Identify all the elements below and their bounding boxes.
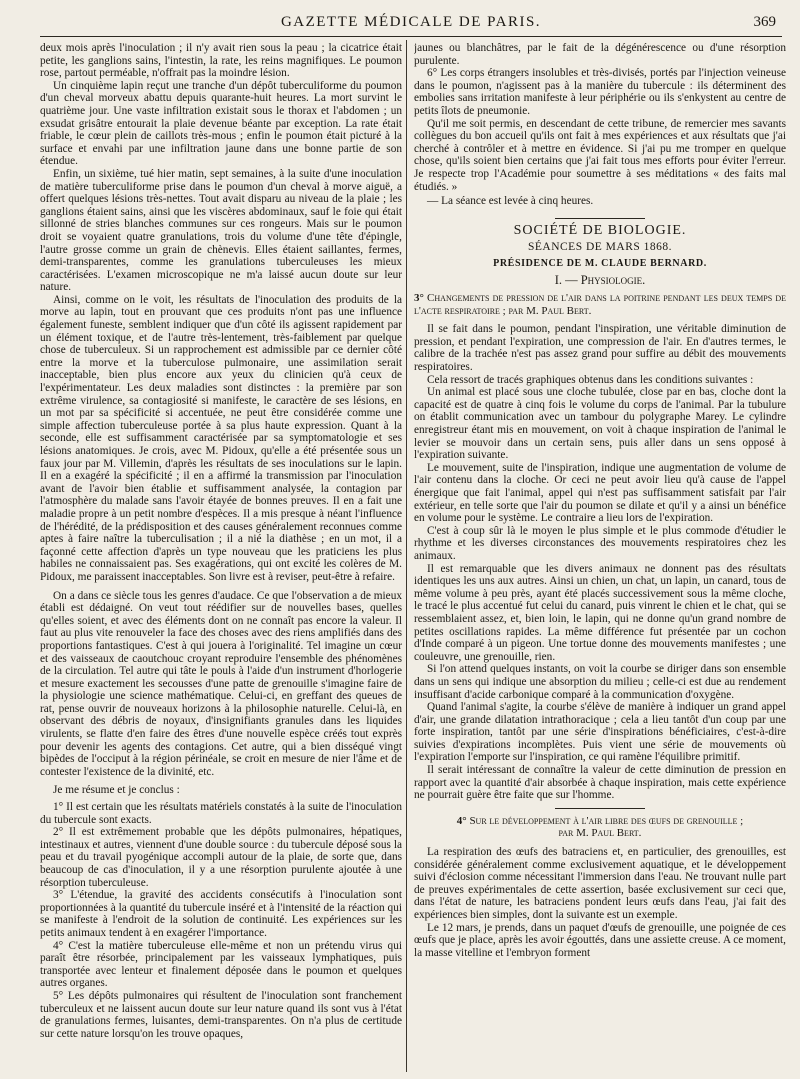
- page-number: 369: [753, 14, 776, 30]
- article-number: 4°: [456, 814, 467, 827]
- article-author: par M. Paul Bert.: [558, 827, 642, 840]
- article-number: 3°: [414, 292, 424, 305]
- article-title: [414, 815, 786, 840]
- article-title-text: Changements de pression de l'air dans la poitrine pendant les deux temps de l'acte respiratoire ;: [414, 292, 786, 317]
- article-author: par M. Paul Bert.: [508, 304, 592, 317]
- paragraph: Un animal est placé sous une cloche tubulée, close par en bas, cloche dont la capacité est de quatre à cinq fois le volume du corps de l'animal. Par la tubulure on établit communication avec un tambour du polygraphe Marey. Le cylindre enregistreur étant mis en mouvement, on voit à chaque inspiration de l'animal le levier se mouvoir dans un certain sens, puis aller dans un sens opposé à l'expiration suivante.: [414, 386, 786, 462]
- paragraph: Il serait intéressant de connaître la valeur de cette diminution de pression en rapport avec la quantité d'air absorbée à chaque inspiration, mais cette expérience ne pourrait guère être faite que sur l'homme.: [414, 764, 786, 802]
- right-column: [414, 42, 786, 1072]
- paragraph: — La séance est levée à cinq heures.: [427, 195, 594, 208]
- paragraph: Le mouvement, suite de l'inspiration, indique une augmentation de volume de l'air contenu dans la cloche. Or ceci ne peut avoir lieu qu'à cause de l'appel énergique que fait l'animal, appel qui n'est pas suffisamment satisfait par l'air extérieur, en telle sorte que l'air du poumon se dilate et qu'il y a ainsi un bénéfice en volume pour le système. Le contraire a lieu lors de l'expiration.: [414, 461, 786, 525]
- paragraph: 3° L'étendue, la gravité des accidents consécutifs à l'inoculation sont proportionnées à la quantité du tubercule inséré et à l'intensité de la réaction qui se manifeste à l'endroit de la solution de continuité. Les expériences sur les petits animaux tendent à en exagérer l'importance.: [40, 889, 402, 939]
- paragraph: Je me résume et je conclus :: [53, 784, 180, 797]
- paragraph: 6° Les corps étrangers insolubles et très-divisés, portés par l'injection veineuse dans le poumon, n'agissent pas à la manière du tubercule : ils déterminent des embolies sans irritation manifeste à leur périphérie ou ils s'enkystent au centre de petits îlots de pneumonie.: [414, 67, 786, 117]
- article-title-text: Sur le développement à l'air libre des œufs de grenouille ;: [469, 814, 744, 827]
- left-column: [40, 42, 402, 1072]
- article-separator: [555, 808, 645, 809]
- paragraph: C'est à coup sûr là le moyen le plus simple et le plus commode d'étudier le rhythme et les diverses circonstances des mouvements respiratoires chez les animaux.: [414, 524, 786, 562]
- paragraph: Quand l'animal s'agite, la courbe s'élève de manière à indiquer un grand appel d'air, une grande dilatation intrathoracique ; cela a lieu tantôt d'un coup par une forte inspiration, tantôt par une série d'inspirations bénéficiaires, c'est-à-dire suivies d'expirations incomplètes. Puis vient une série de mouvements où l'expiration l'emporte sur l'inspiration, ce qui ramène l'équilibre primitif.: [414, 701, 786, 764]
- section-heading: I. — Physiologie.: [554, 272, 646, 287]
- paragraph: deux mois après l'inoculation ; il n'y avait rien sous la peau ; la cicatrice était petite, les ganglions sains, l'intestin, la rate, les reins magnifiques. Le poumon rose, partout perméable, n'offrait pas la moindre lésion.: [40, 42, 402, 80]
- paragraph: 1° Il est certain que les résultats matériels constatés à la suite de l'inoculation du tubercule sont exacts.: [40, 801, 402, 826]
- paragraph: Ainsi, comme on le voit, les résultats de l'inoculation des produits de la morve au lapin, tout en prouvant que ces produits n'ont pas une influence également funeste, semblent indiquer que d'un côté ils agissent rapidement par un élément toxique, et de l'autre très-lentement, très-faiblement par quelque chose de tuberculeux. Si un rapprochement est admissible par ce dernier côté entre la morve et la tuberculose pulmonaire, une assimilation serait inacceptable, bien plus encore aux yeux du clinicien qu'à ceux de l'expérimentateur. Les deux maladies sont distinctes : la première par son extrême virulence, sa contagiosité si manifeste, le caractère de ses lésions, en un mot par sa spécificité si accentuée, ne peut être considérée comme une simple affection tuberculeuse portée à sa plus haute expression. Quant à la seconde, elle est suffisamment caractérisée par sa symptomatologie et ses lésions anatomiques. Je crois, avec M. Pidoux, qu'elle a été présentée sous un faux jour par M. Villemin, d'après les résultats de ses inoculations sur le lapin. Il en a exagéré la spécificité ; il en a affirmé la transmission par l'inoculation avant de l'avoir bien établie et suffisamment analysée, la contagion par l'atmosphère du malade sans l'avoir étayée de bonnes preuves. Il en a fait une maladie propre à un petit nombre d'espèces. Il a mis presque à néant l'influence de l'hérédité, de la prédisposition et des causes généralement reconnues comme aptes à faire naître la tuberculisation ; il a nié la diathèse ; en un mot, il a façonné cette affection d'après un type nouveau que les praticiens les plus habiles ne connaissaient pas. Ses exagérations, qui ont excité les colères de M. Pidoux, me paraissent inacceptables. Son livre est à reviser, peut-être à refaire.: [40, 293, 402, 583]
- section-separator: [555, 218, 645, 219]
- paragraph: La respiration des œufs des batraciens et, en particulier, des grenouilles, est considérée généralement comme exclusivement aquatique, et le développement suivi d'éclosion comme nécessitant l'immersion dans l'eau. Ne trouvant nulle part de preuves expérimentales de cette assertion, basée exclusivement sur ceci que, dans l'état de nature, les batraciens pondent leurs œufs dans l'eau, j'ai fait des expériences bien simples, dont la suivante est un exemple.: [414, 846, 786, 921]
- column-divider: [406, 40, 407, 1072]
- society-heading: SOCIÉTÉ DE BIOLOGIE.: [513, 222, 687, 238]
- presidency-line: PRÉSIDENCE DE M. CLAUDE BERNARD.: [493, 257, 707, 269]
- paragraph: 4° C'est la matière tuberculeuse elle-même et non un prétendu virus qui paraît être résorbée, principalement par les vaisseaux lymphatiques, puis transportée avec lenteur et finalement déposée dans le poumon et quelques autres organes.: [40, 939, 402, 990]
- paragraph: Qu'il me soit permis, en descendant de cette tribune, de remercier mes savants collègues du bon accueil qu'ils ont fait à mes expériences et aux résultats que j'ai cherché à contrôler et à mettre en évidence. Si j'ai pu me tromper en quelque chose, qu'ils soient bien certains que j'ai fait tous mes efforts pour éviter l'erreur. Je respecte trop l'Académie pour soumettre à ses méditations « des faits mal étudiés. »: [414, 117, 786, 193]
- page-header: [40, 10, 782, 37]
- article-title: [414, 292, 786, 317]
- paragraph: 5° Les dépôts pulmonaires qui résultent de l'inoculation sont franchement tuberculeux et ne laissent aucun doute sur leur nature quand ils sont vus à l'état de granulations fermes, luisantes, demi-transparentes. On n'a plus de certitude sur cette nature lorsqu'on les trouve opaques,: [40, 989, 402, 1040]
- paragraph: jaunes ou blanchâtres, par le fait de la dégénérescence ou d'une résorption purulente.: [414, 42, 786, 67]
- paragraph: Si l'on attend quelques instants, on voit la courbe se diriger dans son ensemble dans un sens qui indique une absorption du milieu ; celle-ci est due au rendement insuffisant d'acide carbonique comparé à la communication d'oxygène.: [414, 663, 786, 701]
- paragraph: Il est remarquable que les divers animaux ne donnent pas des résultats identiques les uns aux autres. Ainsi un chien, un chat, un lapin, un canard, tous de même volume à peu près, ayant été placés successivement sous la même cloche, le tracé le plus accentué fut celui du canard, puis vinrent le chien et le chat, qui se ressemblaient assez, et, bien loin, le lapin, qui ne donne qu'un grand nombre de petites oscillations rapides. La même différence fut présentée par un cochon d'Inde comparé à un pigeon. Une tortue donne des mouvements manifestes ; une couleuvre, une grenouille, rien.: [414, 562, 786, 663]
- journal-title: GAZETTE MÉDICALE DE PARIS.: [280, 14, 542, 30]
- paragraph: Cela ressort de tracés graphiques obtenus dans les conditions suivantes :: [427, 373, 754, 386]
- paragraph: Il se fait dans le poumon, pendant l'inspiration, une véritable diminution de pression, et pendant l'expiration, une compression de l'air. En d'autres termes, le calibre de la trachée n'est pas assez grand pour suffire au débit des mouvements respiratoires.: [414, 323, 786, 374]
- paragraph: Le 12 mars, je prends, dans un paquet d'œufs de grenouille, une poignée de ces œufs que je place, après les avoir égouttés, dans une assiette creuse. A ce moment, la masse vitelline et l'embryon forment: [414, 921, 786, 959]
- paragraph: Un cinquième lapin reçut une tranche d'un dépôt tuberculiforme du poumon d'un cheval morveux abattu depuis quarante-huit heures. La mort survint le quatrième jour. Une vaste infiltration existait sous le thorax et l'abdomen ; un exsudat grisâtre entourait la plaie devenue béante par exception. La rate était friable, le cœur plein de caillots très-mous ; enfin le poumon était picturé à la surface et envahi par une infiltration jaune dans une bonne partie de son étendue.: [40, 79, 402, 168]
- sessions-heading: SÉANCES DE MARS 1868.: [527, 241, 673, 254]
- paragraph: 2° Il est extrêmement probable que les dépôts pulmonaires, hépatiques, intestinaux et autres, viennent d'une double source : du tubercule déposé sous la peau et du travail pyogénique accompli autour de la plaie, de sorte que, dans beaucoup de cas d'inoculation, il y a une résorption purulente ajoutée à une résorption tuberculeuse.: [40, 826, 402, 889]
- paragraph: On a dans ce siècle tous les genres d'audace. Ce que l'observation a de mieux établi est dédaigné. On veut tout réédifier sur de nouvelles bases, quelles qu'elles soient, et avec des éléments dont on ne connaît pas encore la valeur. Il faut au plus vite renouveler la face des choses avec des riens amplifiés dans des proportions fantastiques. C'est à qui jouera à l'originalité. Tel imagine un cœur et des vaisseaux de caoutchouc croyant reproduire l'ensemble des phénomènes de la circulation. Tel autre qui tâte le pouls à l'aide d'un instrument d'horlogerie et mesure exactement les secousses d'une patte de grenouille s'imagine faire de la physiologie une science mathématique. Celui-ci, en greffant des queues de rat, pense ouvrir de nouveaux horizons à la philosophie naturelle. Celui-là, en observant des débris de noyaux, d'insignifiants granules dans les liquides virulents, se flatte d'en faire des êtres d'une nouvelle espèce créés tout exprès pour devenir les agents des contagions. Cet autre, qui a bien disséqué vingt bipèdes de l'occiput à la région périnéale, se croit en mesure de nier l'âme et de contester l'existence de la divinité, etc.: [40, 589, 402, 778]
- paragraph: Enfin, un sixième, tué hier matin, sept semaines, à la suite d'une inoculation de matière tuberculiforme prise dans le poumon d'un cheval à morve aiguë, a offert quelques lésions très-nettes. Tout avait disparu au niveau de la plaie ; les ganglions étaient sains, ainsi que les viscères abdominaux, sauf le foie qui était sillonné de stries blanches communes sur ces rongeurs. Mais sur le poumon droit se voyaient quatre granulations, trois du volume d'une tête d'épingle, l'autre grosse comme un grain de chènevis. Elles étaient saillantes, fermes, demi-transparentes, comme les granulations tuberculeuses les mieux caractérisées. L'examen microscopique ne m'a laissé aucun doute sur leur nature.: [40, 167, 402, 294]
